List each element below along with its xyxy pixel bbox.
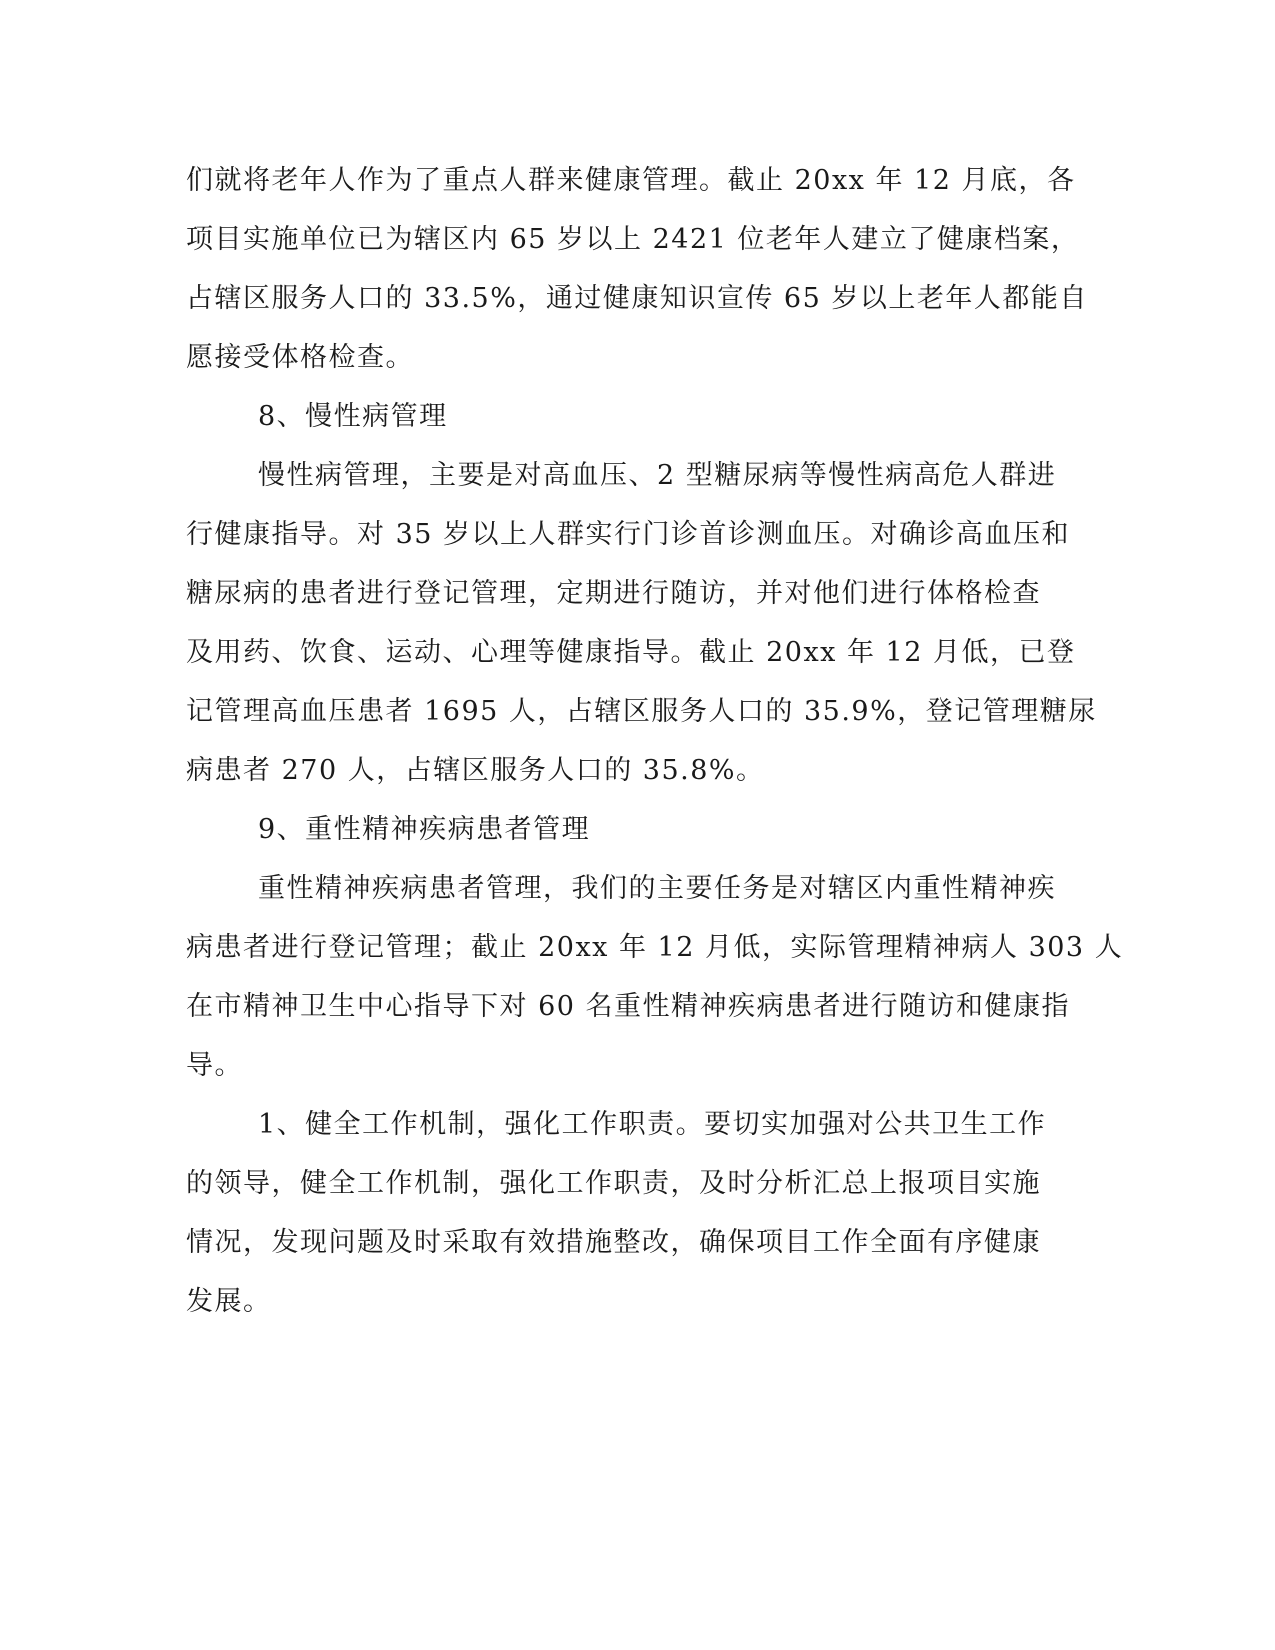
paragraph-line: 糖尿病的患者进行登记管理，定期进行随访，并对他们进行体格检查 bbox=[186, 578, 1041, 609]
paragraph-line: 记管理高血压患者 1695 人，占辖区服务人口的 35.9%，登记管理糖尿 bbox=[186, 696, 1097, 727]
paragraph-line: 导。 bbox=[186, 1050, 243, 1081]
paragraph-line: 的领导，健全工作机制，强化工作职责，及时分析汇总上报项目实施 bbox=[186, 1168, 1041, 1199]
paragraph-line: 发展。 bbox=[186, 1286, 272, 1317]
paragraph-line: 项目实施单位已为辖区内 65 岁以上 2421 位老年人建立了健康档案， bbox=[186, 224, 1080, 255]
paragraph-line: 及用药、饮食、运动、心理等健康指导。截止 20xx 年 12 月低，已登 bbox=[186, 637, 1076, 668]
section-heading-9: 9、重性精神疾病患者管理 bbox=[258, 814, 591, 845]
paragraph-line: 情况，发现问题及时采取有效措施整改，确保项目工作全面有序健康 bbox=[186, 1227, 1041, 1258]
paragraph-line: 行健康指导。对 35 岁以上人群实行门诊首诊测血压。对确诊高血压和 bbox=[186, 519, 1071, 550]
paragraph-line: 病患者 270 人，占辖区服务人口的 35.8%。 bbox=[186, 755, 765, 786]
paragraph-line: 病患者进行登记管理；截止 20xx 年 12 月低，实际管理精神病人 303 人 bbox=[186, 932, 1124, 963]
paragraph-line: 重性精神疾病患者管理，我们的主要任务是对辖区内重性精神疾 bbox=[258, 873, 1056, 904]
paragraph-line: 愿接受体格检查。 bbox=[186, 342, 414, 373]
paragraph-line: 1、健全工作机制，强化工作职责。要切实加强对公共卫生工作 bbox=[258, 1109, 1047, 1140]
paragraph-line: 慢性病管理，主要是对高血压、2 型糖尿病等慢性病高危人群进 bbox=[258, 460, 1057, 491]
paragraph-line: 在市精神卫生中心指导下对 60 名重性精神疾病患者进行随访和健康指 bbox=[186, 991, 1071, 1022]
paragraph-line: 们就将老年人作为了重点人群来健康管理。截止 20xx 年 12 月底，各 bbox=[186, 165, 1076, 196]
paragraph-line: 占辖区服务人口的 33.5%，通过健康知识宣传 65 岁以上老年人都能自 bbox=[186, 283, 1088, 314]
section-heading-8: 8、慢性病管理 bbox=[258, 401, 448, 432]
